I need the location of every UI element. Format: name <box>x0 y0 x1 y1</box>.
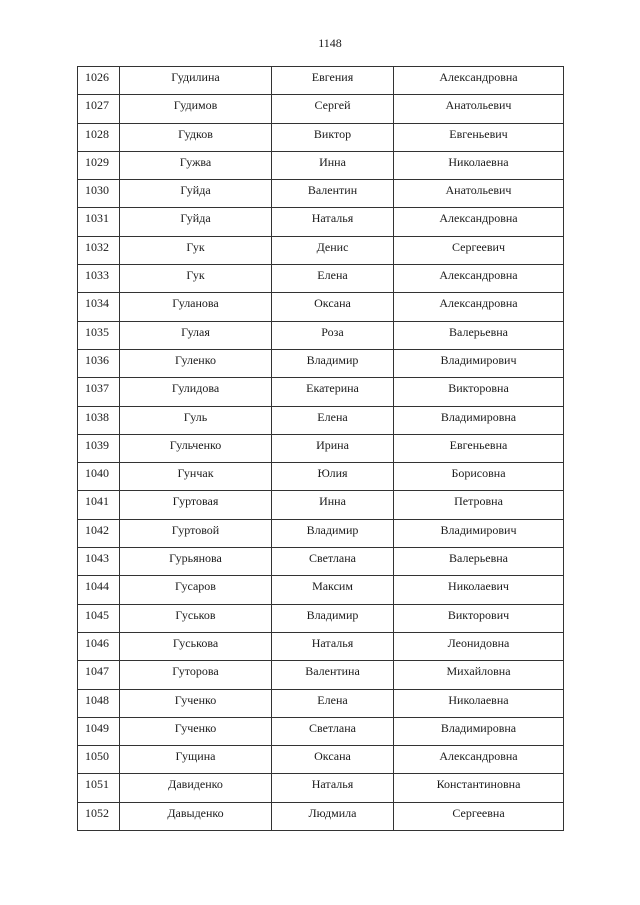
first-name: Наталья <box>311 777 354 792</box>
last-name-cell <box>120 95 272 123</box>
patronymic-cell <box>394 378 564 406</box>
table-row <box>78 208 564 236</box>
first-name: Роза <box>321 324 344 339</box>
last-name: Гудков <box>178 126 213 141</box>
row-number-cell <box>78 604 120 632</box>
row-number: 1036 <box>85 352 109 367</box>
patronymic: Александровна <box>439 211 518 226</box>
patronymic-cell <box>394 406 564 434</box>
patronymic: Николаевич <box>448 579 509 594</box>
last-name: Гуль <box>183 409 208 424</box>
first-name: Владимир <box>306 522 359 537</box>
row-number-cell <box>78 236 120 264</box>
patronymic-cell <box>394 265 564 293</box>
row-number-cell <box>78 491 120 519</box>
table-row <box>78 67 564 95</box>
first-name: Екатерина <box>306 381 359 396</box>
patronymic-cell <box>394 180 564 208</box>
row-number: 1027 <box>85 98 109 113</box>
patronymic-cell <box>394 576 564 604</box>
row-number: 1052 <box>85 805 109 820</box>
last-name-cell <box>120 321 272 349</box>
first-name: Владимир <box>306 352 359 367</box>
row-number-cell <box>78 208 120 236</box>
row-number-cell <box>78 151 120 179</box>
last-name: Гуйда <box>180 211 211 226</box>
row-number-cell <box>78 774 120 802</box>
last-name-cell <box>120 717 272 745</box>
last-name-cell <box>120 491 272 519</box>
patronymic: Александровна <box>439 70 518 84</box>
patronymic-cell <box>394 632 564 660</box>
patronymic: Николаевна <box>448 692 509 707</box>
patronymic: Михайловна <box>446 664 511 679</box>
table-row <box>78 151 564 179</box>
row-number-cell <box>78 548 120 576</box>
patronymic: Анатольевич <box>445 98 512 113</box>
first-name-cell <box>272 548 394 576</box>
first-name: Максим <box>312 579 353 594</box>
row-number-cell <box>78 717 120 745</box>
table-row <box>78 236 564 264</box>
first-name: Светлана <box>309 720 356 735</box>
roster-table-body <box>78 67 564 831</box>
last-name-cell <box>120 406 272 434</box>
table-row <box>78 434 564 462</box>
first-name: Евгения <box>311 70 354 84</box>
page-number: 1148 <box>318 36 342 50</box>
first-name-cell <box>272 265 394 293</box>
patronymic-cell <box>394 548 564 576</box>
first-name: Елена <box>317 692 348 707</box>
first-name-cell <box>272 689 394 717</box>
last-name-cell <box>120 151 272 179</box>
row-number: 1042 <box>85 522 109 537</box>
last-name: Давиденко <box>168 777 223 792</box>
first-name: Елена <box>317 268 348 283</box>
patronymic-cell <box>394 151 564 179</box>
first-name: Светлана <box>309 551 356 566</box>
first-name-cell <box>272 519 394 547</box>
row-number-cell <box>78 802 120 830</box>
row-number-cell <box>78 661 120 689</box>
row-number: 1030 <box>85 183 109 198</box>
row-number-cell <box>78 321 120 349</box>
first-name: Оксана <box>314 296 351 311</box>
first-name-cell <box>272 661 394 689</box>
first-name: Валентина <box>305 664 360 679</box>
first-name: Денис <box>316 239 349 254</box>
patronymic: Константиновна <box>436 777 521 792</box>
patronymic-cell <box>394 123 564 151</box>
row-number-cell <box>78 519 120 547</box>
table-row <box>78 746 564 774</box>
first-name: Оксана <box>314 749 351 764</box>
last-name: Гук <box>186 268 205 283</box>
first-name-cell <box>272 180 394 208</box>
first-name: Наталья <box>311 635 354 650</box>
table-row <box>78 463 564 491</box>
table-row <box>78 95 564 123</box>
table-row <box>78 265 564 293</box>
last-name-cell <box>120 661 272 689</box>
patronymic: Борисовна <box>451 466 506 481</box>
patronymic: Анатольевич <box>445 183 512 198</box>
last-name-cell <box>120 265 272 293</box>
row-number-cell <box>78 180 120 208</box>
patronymic: Евгеньевич <box>449 126 508 141</box>
first-name-cell <box>272 604 394 632</box>
patronymic: Петровна <box>454 494 503 509</box>
patronymic-cell <box>394 774 564 802</box>
patronymic: Валерьевна <box>449 551 508 566</box>
patronymic: Александровна <box>439 268 518 283</box>
row-number: 1028 <box>85 126 109 141</box>
last-name-cell <box>120 576 272 604</box>
patronymic-cell <box>394 604 564 632</box>
last-name: Гуртовой <box>171 522 220 537</box>
first-name: Инна <box>319 154 346 169</box>
last-name-cell <box>120 349 272 377</box>
row-number: 1037 <box>85 381 109 396</box>
patronymic: Викторовна <box>448 381 509 396</box>
last-name: Гурьянова <box>169 551 222 566</box>
row-number: 1047 <box>85 664 109 679</box>
table-row <box>78 406 564 434</box>
row-number: 1029 <box>85 154 109 169</box>
patronymic-cell <box>394 689 564 717</box>
last-name: Гудилина <box>171 70 220 84</box>
first-name: Инна <box>319 494 346 509</box>
row-number-cell <box>78 434 120 462</box>
patronymic-cell <box>394 434 564 462</box>
patronymic-cell <box>394 491 564 519</box>
last-name-cell <box>120 548 272 576</box>
row-number: 1032 <box>85 239 109 254</box>
patronymic: Николаевна <box>448 154 509 169</box>
patronymic-cell <box>394 208 564 236</box>
row-number-cell <box>78 349 120 377</box>
roster-table <box>77 66 564 831</box>
row-number: 1045 <box>85 607 109 622</box>
table-row <box>78 632 564 660</box>
last-name: Гуйда <box>180 183 211 198</box>
row-number: 1038 <box>85 409 109 424</box>
last-name-cell <box>120 746 272 774</box>
row-number: 1035 <box>85 324 109 339</box>
last-name-cell <box>120 689 272 717</box>
row-number: 1049 <box>85 720 109 735</box>
first-name: Валентин <box>307 183 358 198</box>
row-number-cell <box>78 689 120 717</box>
first-name-cell <box>272 95 394 123</box>
patronymic: Сергеевна <box>452 805 505 820</box>
first-name-cell <box>272 67 394 95</box>
last-name: Гулидова <box>171 381 220 396</box>
last-name: Гук <box>186 239 205 254</box>
first-name-cell <box>272 717 394 745</box>
row-number: 1046 <box>85 635 109 650</box>
patronymic-cell <box>394 463 564 491</box>
first-name-cell <box>272 491 394 519</box>
last-name: Гусаров <box>175 579 216 594</box>
last-name: Гуланова <box>172 296 219 311</box>
row-number-cell <box>78 746 120 774</box>
last-name-cell <box>120 180 272 208</box>
last-name-cell <box>120 463 272 491</box>
last-name-cell <box>120 604 272 632</box>
patronymic-cell <box>394 519 564 547</box>
row-number: 1026 <box>85 70 109 84</box>
first-name-cell <box>272 208 394 236</box>
last-name-cell <box>120 632 272 660</box>
first-name-cell <box>272 463 394 491</box>
row-number-cell <box>78 67 120 95</box>
first-name: Виктор <box>313 126 352 141</box>
first-name-cell <box>272 236 394 264</box>
patronymic: Александровна <box>439 296 518 311</box>
first-name: Людмила <box>308 805 357 820</box>
patronymic: Валерьевна <box>449 324 508 339</box>
first-name-cell <box>272 434 394 462</box>
patronymic-cell <box>394 802 564 830</box>
last-name-cell <box>120 802 272 830</box>
last-name-cell <box>120 519 272 547</box>
last-name: Гущина <box>175 749 216 764</box>
patronymic: Леонидовна <box>447 635 510 650</box>
table-row <box>78 604 564 632</box>
table-row <box>78 180 564 208</box>
patronymic: Владимировна <box>440 409 517 424</box>
patronymic-cell <box>394 236 564 264</box>
first-name-cell <box>272 632 394 660</box>
table-row <box>78 491 564 519</box>
patronymic: Владимирович <box>440 352 517 367</box>
first-name: Сергей <box>314 98 351 113</box>
row-number: 1043 <box>85 551 109 566</box>
patronymic: Викторович <box>447 607 510 622</box>
last-name: Гученко <box>174 692 217 707</box>
patronymic-cell <box>394 321 564 349</box>
row-number: 1050 <box>85 749 109 764</box>
row-number-cell <box>78 576 120 604</box>
patronymic-cell <box>394 95 564 123</box>
table-row <box>78 717 564 745</box>
first-name-cell <box>272 802 394 830</box>
last-name-cell <box>120 208 272 236</box>
first-name: Владимир <box>306 607 359 622</box>
first-name-cell <box>272 321 394 349</box>
first-name-cell <box>272 406 394 434</box>
last-name: Гужва <box>179 154 212 169</box>
table-row <box>78 576 564 604</box>
table-row <box>78 802 564 830</box>
last-name: Гульченко <box>169 437 222 452</box>
table-row <box>78 774 564 802</box>
patronymic: Александровна <box>439 749 518 764</box>
first-name-cell <box>272 576 394 604</box>
last-name: Гуртовая <box>172 494 219 509</box>
row-number-cell <box>78 123 120 151</box>
last-name: Гудимов <box>173 98 218 113</box>
table-row <box>78 378 564 406</box>
last-name-cell <box>120 236 272 264</box>
last-name: Гуторова <box>172 664 219 679</box>
table-row <box>78 349 564 377</box>
last-name: Гулая <box>181 324 210 339</box>
table-row <box>78 689 564 717</box>
patronymic: Владимировна <box>440 720 517 735</box>
last-name: Гуськов <box>175 607 216 622</box>
last-name: Давыденко <box>167 805 224 820</box>
last-name-cell <box>120 67 272 95</box>
row-number-cell <box>78 406 120 434</box>
last-name-cell <box>120 774 272 802</box>
table-row <box>78 661 564 689</box>
first-name-cell <box>272 151 394 179</box>
row-number-cell <box>78 378 120 406</box>
first-name-cell <box>272 123 394 151</box>
last-name-cell <box>120 378 272 406</box>
row-number: 1034 <box>85 296 109 311</box>
first-name: Елена <box>317 409 348 424</box>
row-number: 1048 <box>85 692 109 707</box>
row-number: 1051 <box>85 777 109 792</box>
row-number-cell <box>78 632 120 660</box>
table-row <box>78 519 564 547</box>
last-name-cell <box>120 434 272 462</box>
first-name-cell <box>272 774 394 802</box>
patronymic-cell <box>394 717 564 745</box>
row-number-cell <box>78 95 120 123</box>
patronymic-cell <box>394 661 564 689</box>
row-number-cell <box>78 293 120 321</box>
patronymic: Евгеньевна <box>449 437 508 452</box>
last-name: Гученко <box>174 720 217 735</box>
row-number: 1040 <box>85 466 109 481</box>
patronymic-cell <box>394 349 564 377</box>
row-number: 1044 <box>85 579 109 594</box>
table-row <box>78 123 564 151</box>
row-number-cell <box>78 463 120 491</box>
first-name: Юлия <box>317 466 348 481</box>
row-number: 1031 <box>85 211 109 226</box>
patronymic-cell <box>394 746 564 774</box>
table-row <box>78 548 564 576</box>
last-name-cell <box>120 123 272 151</box>
first-name-cell <box>272 293 394 321</box>
last-name: Гуленко <box>175 352 216 367</box>
patronymic-cell <box>394 67 564 95</box>
last-name: Гуськова <box>172 635 219 650</box>
table-row <box>78 321 564 349</box>
row-number-cell <box>78 265 120 293</box>
row-number: 1039 <box>85 437 109 452</box>
first-name: Ирина <box>316 437 349 452</box>
last-name: Гунчак <box>177 466 214 481</box>
row-number: 1033 <box>85 268 109 283</box>
last-name-cell <box>120 293 272 321</box>
first-name-cell <box>272 746 394 774</box>
table-row <box>78 293 564 321</box>
first-name: Наталья <box>311 211 354 226</box>
patronymic-cell <box>394 293 564 321</box>
first-name-cell <box>272 349 394 377</box>
first-name-cell <box>272 378 394 406</box>
patronymic: Сергеевич <box>451 239 505 254</box>
patronymic: Владимирович <box>440 522 517 537</box>
row-number: 1041 <box>85 494 109 509</box>
